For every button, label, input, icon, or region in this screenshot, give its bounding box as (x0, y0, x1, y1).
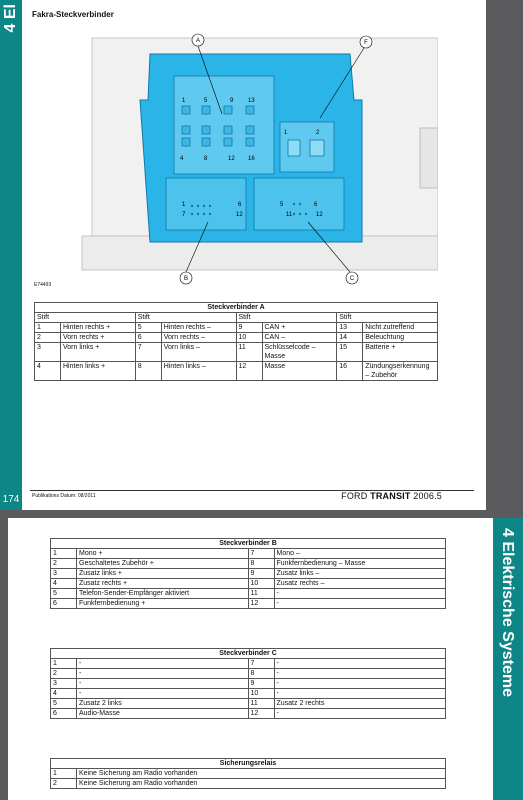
table-cell: 8 (248, 669, 274, 679)
table-row (51, 659, 446, 669)
table-cell: 2 (51, 669, 77, 679)
table-cell: - (77, 669, 249, 679)
table-cell: Zusatz links + (77, 569, 249, 579)
table-cell: Mono + (77, 549, 249, 559)
table-cell: 5 (135, 323, 161, 333)
table-cell: 12 (236, 362, 262, 381)
table-title: Steckverbinder A (35, 303, 438, 313)
callout-a: A (195, 38, 201, 44)
table-title: Sicherungsrelais (51, 759, 446, 769)
table-row (51, 589, 446, 599)
table-cell: 4 (51, 689, 77, 699)
table-cell: Zusatz links – (274, 569, 446, 579)
table-cell: 9 (236, 323, 262, 333)
pin-label: 4 (180, 156, 184, 162)
callout-c: C (349, 276, 355, 282)
column-header: Stift (35, 313, 136, 323)
steckverbinder-a-table (34, 302, 438, 381)
chapter-tab-label: 4 El (2, 4, 19, 33)
table-cell: 8 (135, 362, 161, 381)
table-cell: Hinten rechts – (161, 323, 236, 333)
table-row (51, 769, 446, 779)
table-cell: 6 (135, 333, 161, 343)
table-cell: CAN + (262, 323, 337, 333)
table-row (35, 343, 438, 362)
table-cell: 15 (337, 343, 363, 362)
steckverbinder-c-table (50, 648, 446, 719)
table-cell: Hinten links – (161, 362, 236, 381)
table-cell: Zusatz 2 links (77, 699, 249, 709)
table-cell: 1 (35, 323, 61, 333)
pin-label: 1 (284, 130, 288, 136)
table-row (35, 362, 438, 381)
table-cell: Zusatz rechts – (274, 579, 446, 589)
table-cell: 16 (337, 362, 363, 381)
manual-page-175 (8, 518, 523, 800)
table-cell: 7 (135, 343, 161, 362)
table-cell: 3 (51, 569, 77, 579)
table-cell: 5 (51, 589, 77, 599)
table-cell: 1 (51, 659, 77, 669)
page-number: 174 (0, 490, 22, 510)
table-cell: Telefon-Sender-Empfänger aktiviert (77, 589, 249, 599)
table-cell: - (274, 599, 446, 609)
table-row (51, 579, 446, 589)
chapter-tab (0, 0, 22, 490)
pin-label: 7 (182, 212, 186, 218)
table-cell: Hinten rechts + (61, 323, 136, 333)
table-row (51, 779, 446, 789)
table-cell: Keine Sicherung am Radio vorhanden (77, 769, 446, 779)
table-cell: 13 (337, 323, 363, 333)
table-cell: 9 (248, 569, 274, 579)
connector-f-pin-2 (310, 140, 324, 156)
table-row (51, 549, 446, 559)
brand-name: FORD (341, 491, 368, 501)
pin-label: 5 (280, 202, 284, 208)
table-cell: 10 (248, 689, 274, 699)
table-cell: Schlüsselcode – Masse (262, 343, 337, 362)
table-cell: 14 (337, 333, 363, 343)
pin-label: 6 (238, 202, 242, 208)
table-cell: 5 (51, 699, 77, 709)
table-cell: - (274, 709, 446, 719)
table-cell: 11 (236, 343, 262, 362)
table-row (51, 569, 446, 579)
table-header-row (35, 313, 438, 323)
table-cell: 10 (248, 579, 274, 589)
table-cell: Zündungserkennung – Zubehör (363, 362, 438, 381)
table-cell: Mono – (274, 549, 446, 559)
table-cell: Vorn rechts – (161, 333, 236, 343)
table-cell: 1 (51, 549, 77, 559)
steckverbinder-b-table (50, 538, 446, 609)
pin-label: 12 (236, 212, 243, 218)
section-title: Fakra-Steckverbinder (32, 10, 114, 19)
table-cell: Audio-Masse (77, 709, 249, 719)
table-cell: 9 (248, 679, 274, 689)
table-cell: 6 (51, 599, 77, 609)
table-cell: 12 (248, 709, 274, 719)
pin-label: 13 (248, 98, 255, 104)
publication-date: Publikations Datum: 08/2011 (32, 493, 96, 499)
table-row (51, 559, 446, 569)
pin-label: 1 (182, 98, 186, 104)
table-cell: 4 (51, 579, 77, 589)
table-cell: - (274, 679, 446, 689)
table-cell: 6 (51, 709, 77, 719)
table-cell: Keine Sicherung am Radio vorhanden (77, 779, 446, 789)
table-title-row (51, 759, 446, 769)
fakra-connector-figure (32, 28, 438, 290)
table-cell: 3 (35, 343, 61, 362)
table-title: Steckverbinder B (51, 539, 446, 549)
table-body (51, 549, 446, 609)
callout-f: F (364, 40, 368, 46)
table-cell: Beleuchtung (363, 333, 438, 343)
table-row (51, 689, 446, 699)
connector-block-b (166, 178, 246, 230)
table-cell: Vorn links + (61, 343, 136, 362)
table-title-row (51, 539, 446, 549)
table-cell: Nicht zutreffend (363, 323, 438, 333)
table-cell: Hinten links + (61, 362, 136, 381)
pin-label: 11 (286, 212, 293, 218)
table-cell: - (77, 659, 249, 669)
table-row (51, 709, 446, 719)
table-row (35, 323, 438, 333)
figure-code: E74493 (34, 282, 52, 288)
table-cell: Geschaltetes Zubehör + (77, 559, 249, 569)
table-cell: 2 (51, 779, 77, 789)
table-cell: 12 (248, 599, 274, 609)
chapter-tab-label: 4 Elektrische Systeme (499, 528, 516, 697)
table-title: Steckverbinder C (51, 649, 446, 659)
sicherungsrelais-table (50, 758, 446, 789)
connector-block-a (174, 76, 274, 174)
table-row (51, 669, 446, 679)
table-cell: 2 (35, 333, 61, 343)
pin-label: 6 (314, 202, 318, 208)
table-cell: 10 (236, 333, 262, 343)
table-cell: Batterie + (363, 343, 438, 362)
model-year: 2006.5 (413, 491, 442, 501)
table-title-row (35, 303, 438, 313)
pin-label: 12 (316, 212, 323, 218)
table-body (51, 659, 446, 719)
table-body (35, 323, 438, 381)
table-row (51, 599, 446, 609)
table-cell: Vorn rechts + (61, 333, 136, 343)
table-row (51, 679, 446, 689)
table-cell: 2 (51, 559, 77, 569)
table-cell: - (77, 679, 249, 689)
table-cell: 7 (248, 549, 274, 559)
model-name: TRANSIT (370, 491, 411, 501)
table-cell: - (274, 589, 446, 599)
table-cell: - (274, 689, 446, 699)
figure-tab-right (420, 128, 438, 188)
table-cell: 4 (35, 362, 61, 381)
table-title-row (51, 649, 446, 659)
table-cell: - (274, 659, 446, 669)
table-cell: Funkfernbedienung – Masse (274, 559, 446, 569)
table-row (35, 333, 438, 343)
pin-label: 5 (204, 98, 208, 104)
pin-label: 12 (228, 156, 235, 162)
table-cell: 11 (248, 589, 274, 599)
table-cell: 1 (51, 769, 77, 779)
table-cell: 11 (248, 699, 274, 709)
connector-f-pin-1 (288, 140, 300, 156)
table-cell: 8 (248, 559, 274, 569)
table-cell: Zusatz 2 rechts (274, 699, 446, 709)
pin-label: 16 (248, 156, 255, 162)
table-cell: - (274, 669, 446, 679)
table-cell: Zusatz rechts + (77, 579, 249, 589)
table-cell: CAN – (262, 333, 337, 343)
table-cell: 3 (51, 679, 77, 689)
table-cell: Funkfernbedienung + (77, 599, 249, 609)
chapter-tab (493, 518, 523, 800)
pin-label: 8 (204, 156, 208, 162)
pin-label: 1 (182, 202, 186, 208)
table-cell: Vorn links – (161, 343, 236, 362)
table-row (51, 699, 446, 709)
table-cell: Masse (262, 362, 337, 381)
footer-brand (341, 491, 442, 501)
column-header: Stift (236, 313, 337, 323)
column-header: Stift (337, 313, 438, 323)
pin-label: 2 (316, 130, 320, 136)
table-cell: 7 (248, 659, 274, 669)
pin-label: 9 (230, 98, 234, 104)
column-header: Stift (135, 313, 236, 323)
table-cell: - (77, 689, 249, 699)
table-body (51, 769, 446, 789)
callout-b: B (183, 276, 189, 282)
